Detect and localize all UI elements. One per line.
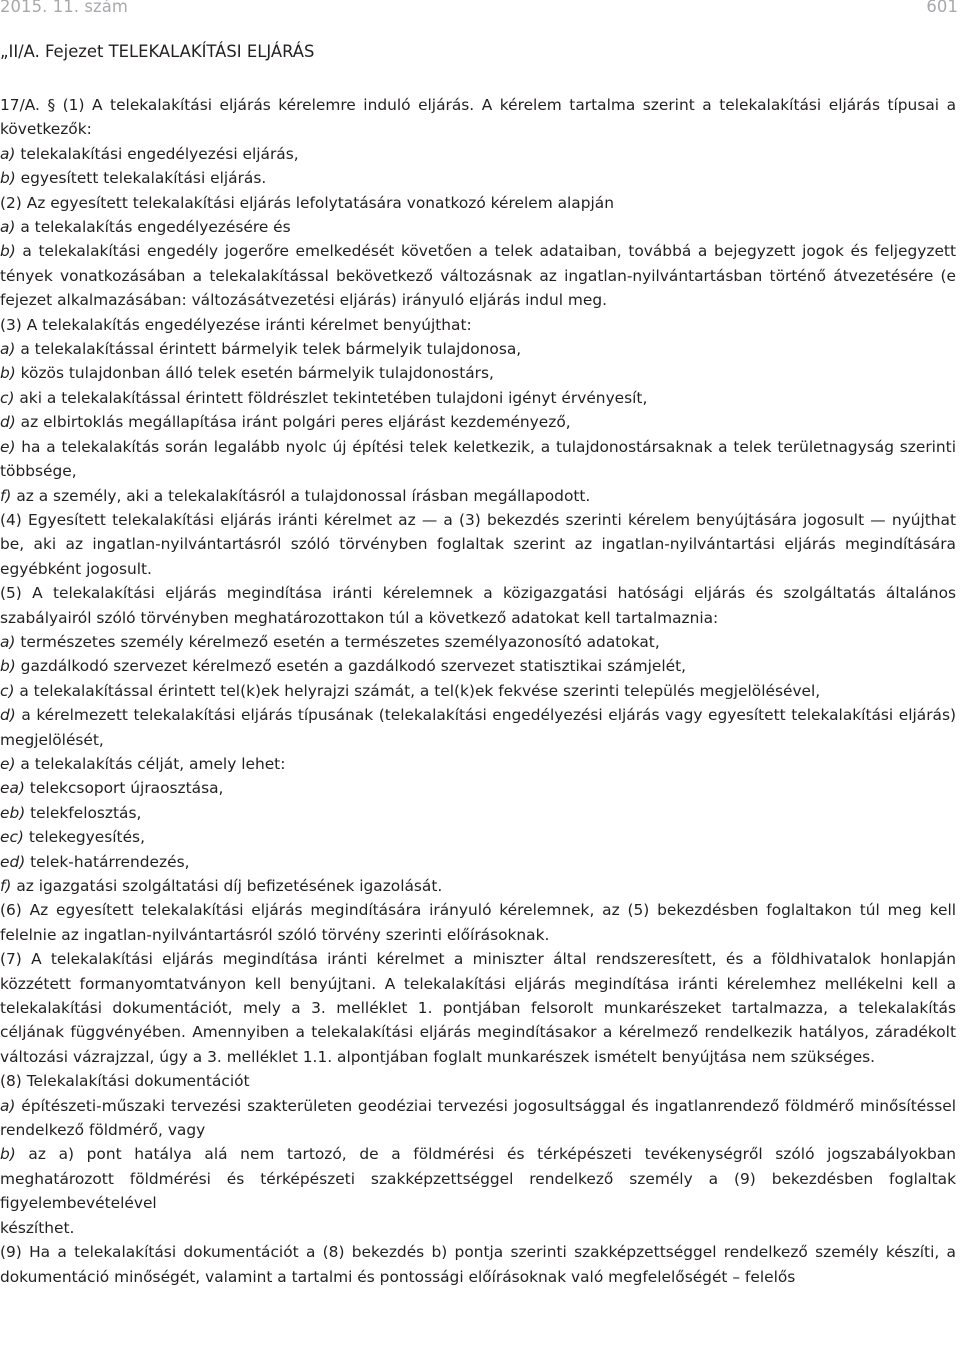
issue-label: 2015. 11. szám	[0, 0, 128, 16]
document-body	[0, 93, 956, 1289]
item-label: e)	[0, 754, 16, 773]
item-label: b)	[0, 657, 16, 676]
paragraph-text: az a) pont hatálya alá nem tartozó, de a földmérési és térképészeti tevékenységről szóló jogszabályokban meghatározott földmérési és térképészeti szakképzettséggel rendelkező személy a (9) bekezdésben foglaltak figyelembevételével	[0, 1145, 956, 1213]
item-label: a)	[0, 218, 16, 237]
paragraph-text: telekcsoport újraosztása,	[24, 779, 224, 798]
paragraph-text: telekfelosztás,	[25, 803, 142, 822]
paragraph	[0, 874, 956, 898]
paragraph	[0, 337, 956, 361]
paragraph	[0, 679, 956, 703]
paragraph-text: építészeti-műszaki tervezési szakterületen geodéziai tervezési jogosultsággal és ingatlanrendező földmérő minősítéssel rendelkező földmérő, vagy	[0, 1096, 956, 1140]
paragraph	[0, 801, 956, 825]
paragraph-text: az elbirtoklás megállapítása iránt polgári peres eljárást kezdeményező,	[15, 413, 571, 432]
paragraph	[0, 215, 956, 239]
paragraph	[0, 825, 956, 849]
paragraph-text: 17/A. § (1) A telekalakítási eljárás kérelemre induló eljárás. A kérelem tartalma szerint a telekalakítási eljárás típusai a következők:	[0, 96, 956, 139]
item-label: a)	[0, 144, 16, 163]
paragraph	[0, 239, 956, 312]
item-label: a)	[0, 632, 16, 651]
paragraph-text: a telekalakítás engedélyezésére és	[15, 218, 291, 237]
paragraph-text: (6) Az egyesített telekalakítási eljárás megindítására irányuló kérelemnek, az (5) bekezdésben foglaltakon túl meg kell felelnie az ingatlan-nyilvántartásról szóló törvény szerinti előírásoknak.	[0, 901, 956, 944]
paragraph-text: a telekalakítás célját, amely lehet:	[15, 754, 286, 773]
paragraph-text: aki a telekalakítással érintett földrészlet tekintetében tulajdoni igényt érvényesít,	[14, 388, 648, 407]
paragraph	[0, 484, 956, 508]
paragraph	[0, 191, 956, 215]
paragraph-text: a telekalakítással érintett tel(k)ek helyrajzi számát, a tel(k)ek fekvése szerinti település megjelölésével,	[14, 681, 821, 700]
paragraph	[0, 630, 956, 654]
paragraph-text: (4) Egyesített telekalakítási eljárás iránti kérelmet az — a (3) bekezdés szerinti kérelem benyújtására jogosult — nyújthat be, aki az ingatlan-nyilvántartásról szóló törvényben foglaltak szerint az ingatlan-nyilvántartási eljárás megindítására egyébként jogosult.	[0, 510, 956, 578]
item-label: c)	[0, 681, 15, 700]
item-label: ec)	[0, 828, 24, 847]
paragraph-text: az igazgatási szolgáltatási díj befizetésének igazolását.	[11, 877, 443, 895]
paragraph	[0, 703, 956, 752]
paragraph	[0, 386, 956, 410]
paragraph-text: közös tulajdonban álló telek esetén bármelyik tulajdonostárs,	[15, 364, 494, 383]
paragraph	[0, 581, 956, 630]
paragraph	[0, 313, 956, 337]
paragraph	[0, 1142, 956, 1215]
paragraph	[0, 1216, 956, 1240]
item-label: b)	[0, 1145, 16, 1164]
paragraph	[0, 1240, 956, 1289]
paragraph	[0, 947, 956, 1069]
item-label: f)	[0, 877, 12, 895]
item-label: d)	[0, 413, 16, 432]
item-label: d)	[0, 706, 16, 725]
paragraph	[0, 508, 956, 581]
paragraph-text: telek-határrendezés,	[25, 852, 190, 871]
item-label: b)	[0, 169, 16, 188]
paragraph-text: (3) A telekalakítás engedélyezése iránti kérelmet benyújthat:	[0, 315, 472, 334]
paragraph-text: (2) Az egyesített telekalakítási eljárás lefolytatására vonatkozó kérelem alapján	[0, 193, 614, 212]
paragraph-text: ha a telekalakítás során legalább nyolc új építési telek keletkezik, a tulajdonostársaknak a telek területnagyság szerinti többsége,	[0, 437, 956, 481]
paragraph	[0, 435, 956, 484]
item-label: b)	[0, 364, 16, 383]
paragraph-text: a telekalakítással érintett bármelyik telek bármelyik tulajdonosa,	[15, 340, 522, 359]
item-label: ea)	[0, 779, 25, 798]
paragraph	[0, 361, 956, 385]
page-number: 601	[926, 0, 958, 16]
paragraph	[0, 776, 956, 800]
paragraph-text: készíthet.	[0, 1218, 75, 1237]
paragraph-text: (5) A telekalakítási eljárás megindítása iránti kérelemnek a közigazgatási hatósági eljárás és szolgáltatás általános szabályairól szóló törvényben meghatározottakon túl a következő adatokat kell tartalmaznia:	[0, 584, 956, 627]
paragraph	[0, 898, 956, 947]
paragraph-text: természetes személy kérelmező esetén a természetes személyazonosító adatokat,	[15, 632, 660, 651]
item-label: e)	[0, 437, 16, 456]
item-label: a)	[0, 1096, 16, 1115]
paragraph	[0, 410, 956, 434]
item-label: ed)	[0, 852, 26, 871]
paragraph	[0, 142, 956, 166]
paragraph	[0, 93, 956, 142]
paragraph-text: gazdálkodó szervezet kérelmező esetén a gazdálkodó szervezet statisztikai számjelét,	[15, 657, 687, 676]
item-label: eb)	[0, 803, 26, 822]
paragraph-text: az a személy, aki a telekalakításról a tulajdonossal írásban megállapodott.	[11, 486, 591, 505]
item-label: f)	[0, 486, 12, 505]
paragraph	[0, 850, 956, 874]
item-label: c)	[0, 388, 15, 407]
paragraph-text: telekegyesítés,	[23, 828, 145, 847]
paragraph-text: telekalakítási engedélyezési eljárás,	[15, 144, 299, 163]
item-label: a)	[0, 340, 16, 359]
paragraph-text: a telekalakítási engedély jogerőre emelkedését követően a telek adataiban, továbbá a bejegyzett jogok és feljegyzett tények vonatkozásában a telekalakítással bekövetkező változásnak az ingatlan-nyilvántartásban történő átvezetésére (e fejezet alkalmazásában: változásátvezetési eljárás) irányuló eljárás indul meg.	[0, 242, 956, 310]
paragraph	[0, 1069, 956, 1093]
paragraph-text: (7) A telekalakítási eljárás megindítása iránti kérelmet a miniszter által rendszeresített, és a földhivatalok honlapján közzétett formanyomtatványon kell benyújtani. A telekalakítási eljárás megindítása iránti kérelemhez mellékelni kell a telekalakítási dokumentációt, mely a 3. melléklet 1. pontjában felsorolt munkarészeket tartalmazza, a telekalakítás céljának függvényében. Amennyiben a telekalakítási eljárás megindításakor a kérelmező rendelkezik hatályos, záradékolt változási vázrajzzal, úgy a 3. melléklet 1.1. alpontjában foglalt munkarészek ismételt benyújtása nem szükséges.	[0, 950, 956, 1066]
paragraph	[0, 1094, 956, 1143]
item-label: b)	[0, 242, 16, 261]
paragraph	[0, 166, 956, 190]
paragraph-text: egyesített telekalakítási eljárás.	[15, 169, 267, 188]
paragraph-text: a kérelmezett telekalakítási eljárás típusának (telekalakítási engedélyezési eljárás vagy egyesített telekalakítási eljárás) megjelölését,	[0, 706, 956, 749]
paragraph	[0, 654, 956, 678]
paragraph-text: (8) Telekalakítási dokumentációt	[0, 1072, 250, 1091]
chapter-title: „II/A. Fejezet TELEKALAKÍTÁSI ELJÁRÁS	[0, 42, 315, 61]
paragraph-text: (9) Ha a telekalakítási dokumentációt a (8) bekezdés b) pontja szerinti szakképzettséggel rendelkező személy készíti, a dokumentáció minőségét, valamint a tartalmi és pontossági előírásoknak való megfelelőségét – felelős	[0, 1243, 956, 1286]
page-header	[0, 0, 958, 23]
paragraph	[0, 752, 956, 776]
